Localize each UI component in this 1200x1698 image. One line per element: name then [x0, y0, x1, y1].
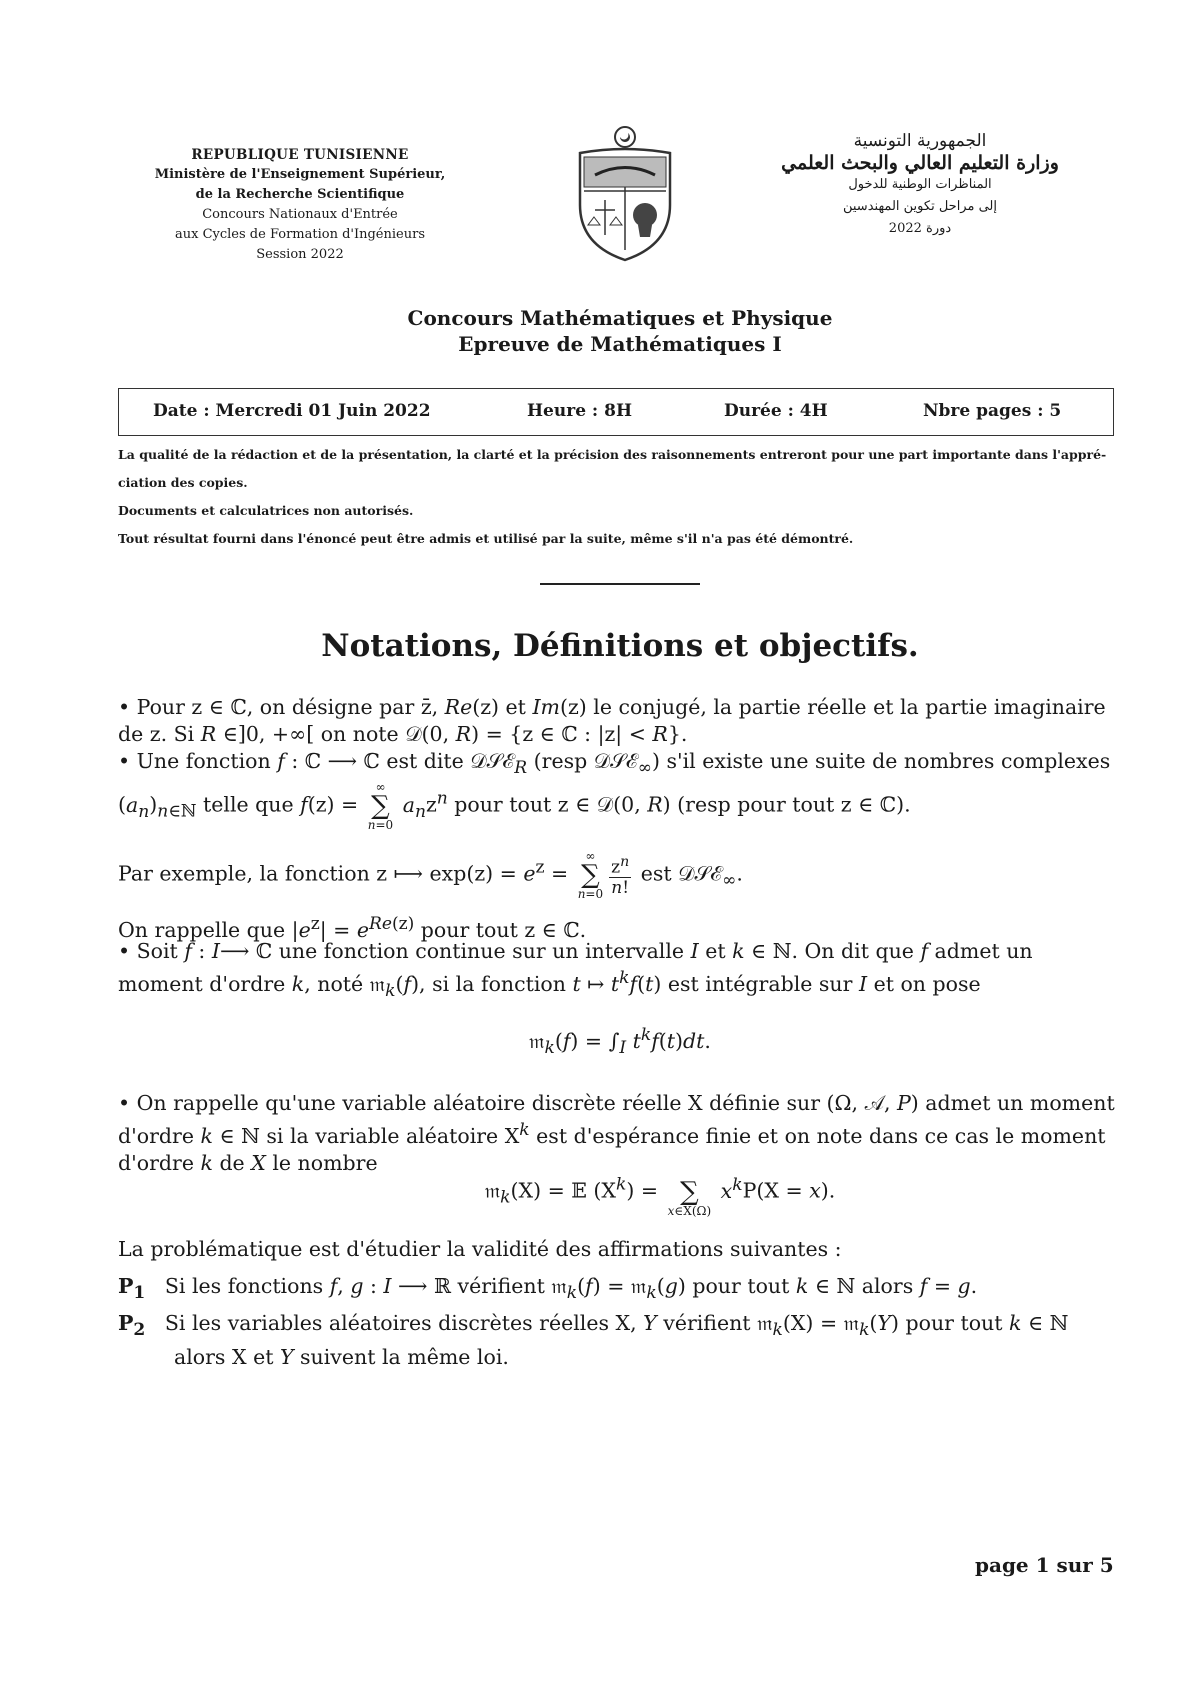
- paragraph-exp-modulus: On rappelle que $|e^z| = e^{Re(z)}$ pour tout z ∈ ℂ.: [118, 914, 587, 942]
- concours-name-ar: المناظرات الوطنية للدخول: [848, 177, 992, 192]
- instruction-note-3: Tout résultat fourni dans l'énoncé peut être admis et utilisé par la suite, même s'il n'a pas été démontré.: [118, 531, 854, 546]
- exam-subtitle: Epreuve de Mathématiques I: [458, 332, 782, 356]
- concours-name-ar-2: إلى مراحل تكوين المهندسين: [842, 199, 997, 214]
- exam-duration: Durée : 4H: [724, 401, 828, 421]
- section-heading: Notations, Définitions et objectifs.: [321, 628, 919, 664]
- republic-name-ar: الجمهورية التونسية: [853, 131, 987, 151]
- ministry-name-2: de la Recherche Scientifique: [195, 187, 405, 202]
- divider: [540, 583, 700, 585]
- paragraph-random-variable: • On rappelle qu'une variable aléatoire discrète réelle X définie sur (Ω, 𝒜, P) admet un moment d'ordre k ∈ ℕ si la variable aléatoire $X^k$ est d'espérance finie et on note dans ce cas le moment d'ordre k de X le nombre: [118, 1091, 1115, 1175]
- formula-moment-integral: 𝔪$_k$(f) = $\int_I$ $t^kf(t)dt$.: [529, 1025, 711, 1058]
- instruction-note-1: La qualité de la rédaction et de la présentation, la clarté et la précision des raisonnements entreront pour une part importante dans l'appré-: [118, 447, 1107, 462]
- header-left-block: [150, 145, 450, 265]
- exam-page-count: Nbre pages : 5: [923, 401, 1062, 421]
- session-year: Session 2022: [256, 247, 344, 262]
- proposition-p1: $P_1$ Si les fonctions f, g : I ⟶ ℝ vérifient 𝔪$_k$(f) = 𝔪$_k$(g) pour tout k ∈ ℕ alors f = g.: [118, 1274, 978, 1304]
- instruction-note-1b: ciation des copies.: [118, 475, 248, 490]
- coat-of-arms-icon: [570, 125, 680, 265]
- republic-name: REPUBLIQUE TUNISIENNE: [191, 147, 409, 163]
- ministry-name-ar: وزارة التعليم العالي والبحث العلمي: [781, 152, 1059, 174]
- concours-name-2: aux Cycles de Formation d'Ingénieurs: [174, 227, 425, 242]
- page-number: page 1 sur 5: [975, 1553, 1114, 1577]
- formula-moment-expectation: 𝔪$_k$(X) = 𝔼 $(X^k)$ = ∑ x∈X(Ω) $x^kP(X = x)$.: [40, 1167, 1200, 1217]
- paragraph-notation: • Pour z ∈ ℂ, on désigne par z̄, Re(z) et Im(z) le conjugé, la partie réelle et la partie imaginaire de z. Si R ∈]0, +∞[ on note 𝒟(0, R) = {z ∈ ℂ : |z| < R}.: [118, 695, 1106, 746]
- fraction: $\frac{z^n}{n!}$: [611, 853, 630, 899]
- sum-symbol-2: ∞ ∑ n=0: [577, 849, 604, 901]
- ministry-name: Ministère de l'Enseignement Supérieur,: [154, 167, 446, 182]
- paragraph-dse-formula: $(a_n)_{n\in ℕ}$ telle que f(z) = ∞ ∑ n=0 $a_nz^n$ pour tout z ∈ 𝒟(0, R) (resp pour tout z ∈ ℂ).: [118, 780, 911, 832]
- session-year-ar: دورة 2022: [888, 221, 952, 236]
- sum-symbol-3: ∑ x∈X(Ω): [667, 1177, 712, 1218]
- paragraph-dse-def: • Une fonction f : ℂ ⟶ ℂ est dite 𝒟𝒮ℰ$_R$ (resp 𝒟𝒮ℰ$_\infty$) s'il existe une suite de nombres complexes: [118, 749, 1111, 779]
- exam-info-box: [118, 388, 1114, 436]
- exam-title: Concours Mathématiques et Physique: [407, 306, 833, 330]
- paragraph-moment-def: • Soit f : I⟶ ℂ une fonction continue sur un intervalle I et k ∈ ℕ. On dit que f admet un moment d'ordre k, noté 𝔪$_k$(f), si la fonction t ↦ $t^kf(t)$ est intégrable sur I et on pose: [118, 939, 1033, 1001]
- exam-time: Heure : 8H: [527, 401, 633, 421]
- instruction-note-2: Documents et calculatrices non autorisés.: [118, 503, 414, 518]
- exam-date: Date : Mercredi 01 Juin 2022: [153, 401, 431, 421]
- paragraph-exp-example: Par exemple, la fonction z ⟼ $\exp(z) = e^z$ = ∞ ∑ n=0 $\frac{z^n}{n!}$ est 𝒟𝒮ℰ$_\infty$.: [118, 849, 743, 901]
- problem-intro: La problématique est d'étudier la validité des affirmations suivantes :: [118, 1237, 842, 1261]
- concours-name: Concours Nationaux d'Entrée: [202, 207, 398, 222]
- p1-label: $P_1$: [118, 1274, 146, 1304]
- p2-label: $P_2$: [118, 1311, 146, 1341]
- sum-symbol: ∞ ∑ n=0: [367, 780, 394, 832]
- header-right-block: [770, 130, 1070, 240]
- proposition-p2: $P_2$ Si les variables aléatoires discrètes réelles X, Y vérifient 𝔪$_k$(X) = 𝔪$_k$(Y) pour tout k ∈ ℕ alors X et Y suivent la même loi.: [118, 1311, 1069, 1370]
